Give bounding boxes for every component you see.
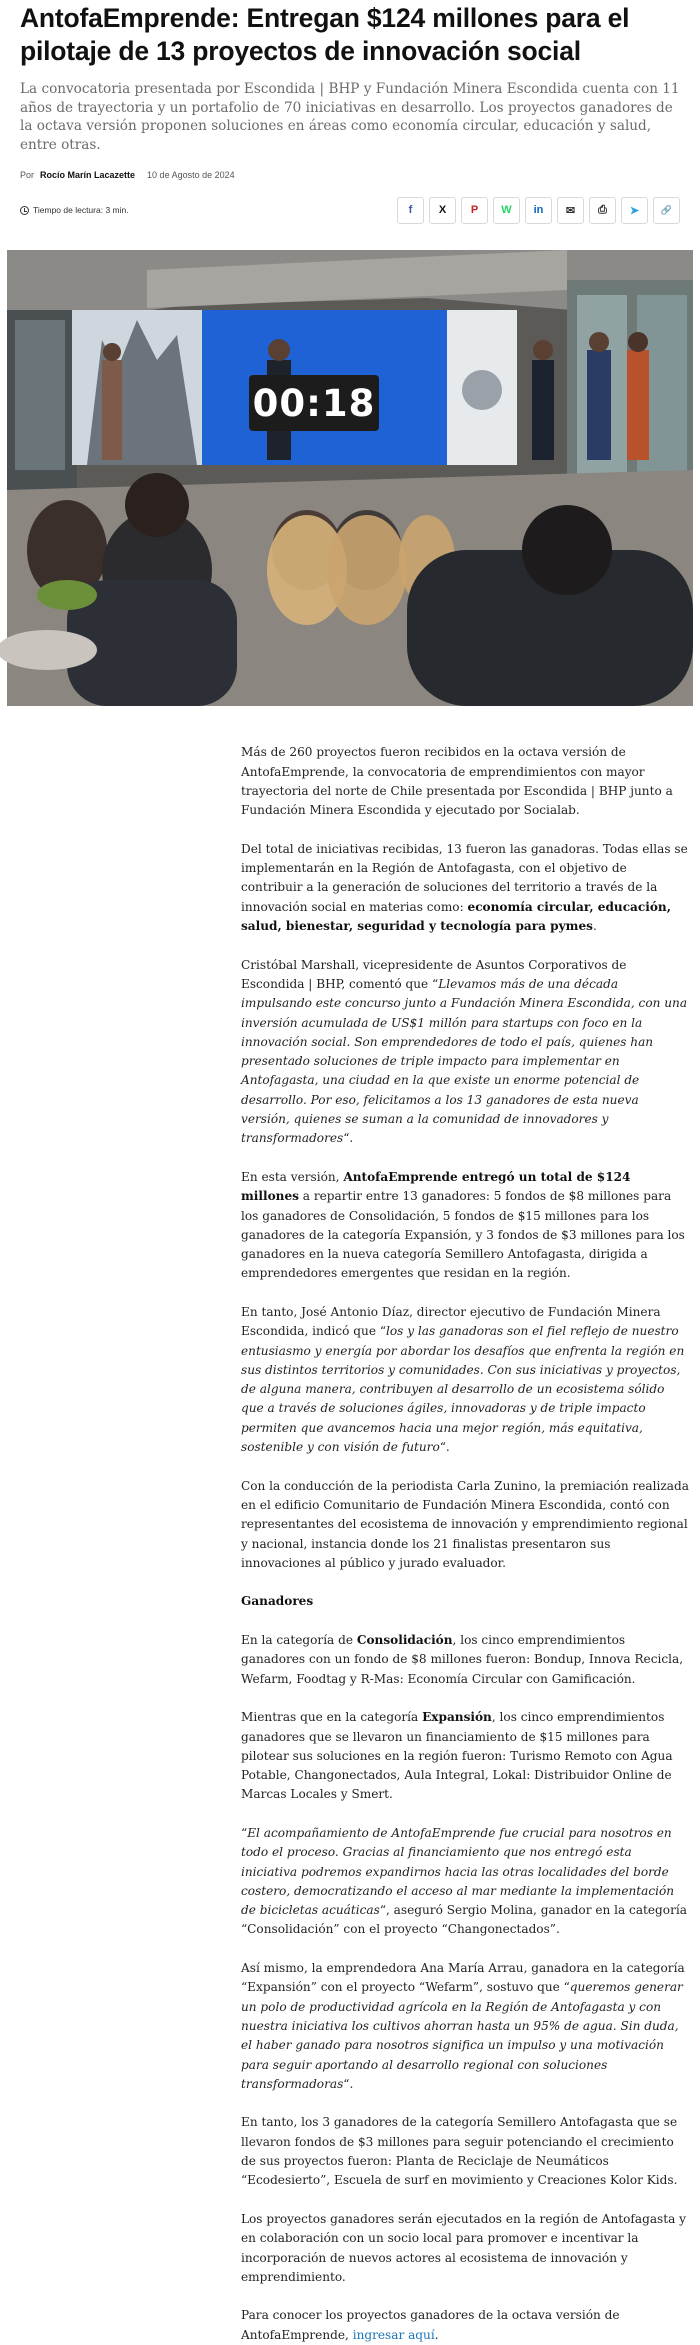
section-subheading: Ganadores	[241, 1594, 314, 1609]
paragraph: Con la conducción de la periodista Carla Zunino, la premiación realizada en el edificio Comunitario de Fundación Minera Escondida, contó con representantes del ecosistema de innovación y emprendimiento regional y nacional, instancia donde los 21 finalistas presentaron sus innovaciones al público y jurado evaluador.	[241, 1478, 689, 1570]
quote-italic: los y las ganadoras son el fiel reflejo de nuestro entusiasmo y energía por abordar los desafíos que enfrenta la región en sus distintos territorios y comunidades. Con sus iniciativas y proyectos, de alguna manera, contribuyen al desarrollo de un ecosistema sólido que a través de soluciones ágiles, innovadoras y de triple impacto permiten que avancemos hacia una mejor región, más equitativa, sostenible y con visión de futuro	[241, 1324, 685, 1455]
author-link[interactable]: Rocío Marín Lacazette	[40, 170, 136, 181]
paragraph-text: Mientras que en la categoría	[241, 1710, 423, 1725]
telegram-share-icon[interactable]: ➤	[621, 197, 648, 224]
paragraph	[241, 956, 689, 1149]
paragraph	[241, 1959, 689, 2094]
paragraph-bold: Expansión	[422, 1710, 492, 1725]
paragraph-text: , los cinco emprendimientos ganadores con un fondo de $8 millones fueron: Bondup, Innova Recicla, Wefarm, Foodtag y R-Mas: Economía Circular con Gamificación.	[241, 1633, 684, 1686]
paragraph-bold: AntofaEmprende entregó un total de $124 millones	[241, 1169, 631, 1204]
paragraph: Los proyectos ganadores serán ejecutados en la región de Antofagasta y en colaboración con un socio local para promover e incentivar la incorporación de nuevos actores al ecosistema de innovación y emprendimiento.	[241, 2211, 687, 2284]
copy-link-icon[interactable]: 🔗	[653, 197, 680, 224]
paragraph-text: Así mismo, la emprendedora Ana María Arrau, ganadora en la categoría “Expansión” con el proyecto “Wefarm”, sostuvo que “	[241, 1961, 685, 1995]
paragraph-text: Del total de iniciativas recibidas, 13 fueron las ganadoras. Todas ellas se implementarán en la Región de Antofagasta, con el objetivo de contribuir a la generación de soluciones del territorio a través de la innovación social en materias como:	[241, 841, 688, 914]
clock-icon	[20, 206, 29, 215]
paragraph-text: “.	[343, 2076, 354, 2091]
facebook-share-icon[interactable]: f	[397, 197, 424, 224]
linkedin-share-icon[interactable]: in	[525, 197, 552, 224]
meta-row	[20, 195, 680, 225]
paragraph	[241, 1168, 689, 1284]
paragraph-text: a repartir entre 13 ganadores: 5 fondos de $8 millones para los ganadores de Consolidación, 5 fondos de $15 millones para los ganadores de la categoría Expansión, y 3 fondos de $3 millones para los ganadores en la nueva categoría Semillero Antofagasta, dirigida a emprendedores emergentes que residan en la región.	[241, 1189, 685, 1281]
paragraph-text: En la categoría de	[241, 1633, 357, 1648]
paragraph	[241, 1631, 689, 1689]
reading-time-label: Tiempo de lectura: 3 min.	[33, 205, 129, 216]
publish-date: 10 de Agosto de 2024	[147, 170, 235, 181]
paragraph-text: .	[592, 919, 597, 934]
paragraph-text: Para conocer los proyectos ganadores de la octava versión de AntofaEmprende,	[241, 2308, 620, 2342]
whatsapp-share-icon[interactable]: W	[493, 197, 520, 224]
hero-image	[7, 250, 693, 706]
article-body	[241, 706, 689, 2345]
hero-photo-illustration	[7, 250, 693, 706]
winners-link[interactable]: ingresar aquí	[352, 2327, 435, 2342]
paragraph-text: En esta versión,	[241, 1169, 344, 1184]
paragraph-bold: Consolidación	[356, 1633, 453, 1648]
byline	[20, 168, 680, 182]
reading-time	[20, 205, 129, 215]
article-title: AntofaEmprende: Entregan $124 millones para el pilotaje de 13 proyectos de innovación social	[20, 3, 630, 66]
article-lead: La convocatoria presentada por Escondida | BHP y Fundación Minera Escondida cuenta con 11 años de trayectoria y un portafolio de 70 iniciativas en desarrollo. Los proyectos ganadores de la octava versión proponen soluciones en áreas como economía circular, educación y salud, entre otras.	[20, 81, 680, 153]
byline-prefix: Por	[20, 170, 35, 181]
paragraph: En tanto, los 3 ganadores de la categoría Semillero Antofagasta que se llevaron fondos de $3 millones para seguir potenciando el crecimiento de sus proyectos fueron: Planta de Reciclaje de Neumáticos “Ecodesierto”, Escuela de surf en movimiento y Creaciones Kolor Kids.	[241, 2115, 678, 2188]
email-share-icon[interactable]: ✉	[557, 197, 584, 224]
paragraph-text: “.	[439, 1440, 450, 1455]
article-header	[0, 0, 700, 225]
paragraph-bold: economía circular, educación, salud, bienestar, seguridad y tecnología para pymes	[241, 899, 671, 934]
paragraph-text: , los cinco emprendimientos ganadores que se llevaron un financiamiento de $15 millones para pilotear sus soluciones en la región fueron: Turismo Remoto con Agua Potable, Changonectados, Aula Integral, Lokal: Distribuidor Online de Marcas Locales y Smert.	[241, 1710, 673, 1802]
paragraph-text: Cristóbal Marshall, vicepresidente de Asuntos Corporativos de Escondida | BHP, comentó que “	[241, 957, 627, 991]
paragraph-text: .	[434, 2327, 439, 2342]
paragraph-text: “, aseguró Sergio Molina, ganador en la categoría “Consolidación” con el proyecto “Changonectados”.	[241, 1903, 687, 1937]
paragraph: Más de 260 proyectos fueron recibidos en la octava versión de AntofaEmprende, la convocatoria de emprendimientos con mayor trayectoria del norte de Chile presentada por Escondida | BHP junto a Fundación Minera Escondida y ejecutado por Socialab.	[241, 745, 673, 818]
print-icon[interactable]: ⎙	[589, 197, 616, 224]
quote-italic: queremos generar un polo de productividad agrícola en la Región de Antofagasta y con nuestra iniciativa los cultivos ahorran hasta un 95% de agua. Sin duda, el haber ganado para nosotros significa un impulso y una motivación para seguir aportando al desarrollo regional con soluciones transformadoras	[241, 1980, 683, 2091]
quote-italic: El acompañamiento de AntofaEmprende fue crucial para nosotros en todo el proceso. Gracias al financiamiento que nos entregó esta iniciativa podremos expandirnos hacia las otras localidades del borde costero, democratizando el acceso al mar mediante la implementación de bicicletas acuáticas	[241, 1826, 675, 1918]
paragraph	[241, 840, 689, 936]
paragraph-text: “.	[343, 1131, 354, 1146]
paragraph	[241, 2306, 689, 2345]
paragraph-text: “	[241, 1826, 248, 1840]
paragraph-text: En tanto, José Antonio Díaz, director ejecutivo de Fundación Minera Escondida, indicó que “	[241, 1304, 661, 1339]
x-share-icon[interactable]: X	[429, 197, 456, 224]
stage-timer-display: 00:18	[249, 375, 379, 431]
paragraph	[241, 1303, 689, 1457]
share-bar	[397, 197, 680, 224]
quote-italic: Llevamos más de una década impulsando este concurso junto a Fundación Minera Escondida, con una inversión acumulada de US$1 millón para startups con foco en la innovación social. Son emprendedores de todo el país, quienes han presentado soluciones de triple impacto para implementar en Antofagasta, una ciudad en la que existe un enorme potencial de desarrollo. Por eso, felicitamos a los 13 ganadores de esta nueva versión, quienes se suman a la comunidad de innovadores y transformadores	[241, 976, 688, 1146]
paragraph	[241, 1708, 689, 1804]
pinterest-share-icon[interactable]: P	[461, 197, 488, 224]
paragraph	[241, 1824, 689, 1940]
